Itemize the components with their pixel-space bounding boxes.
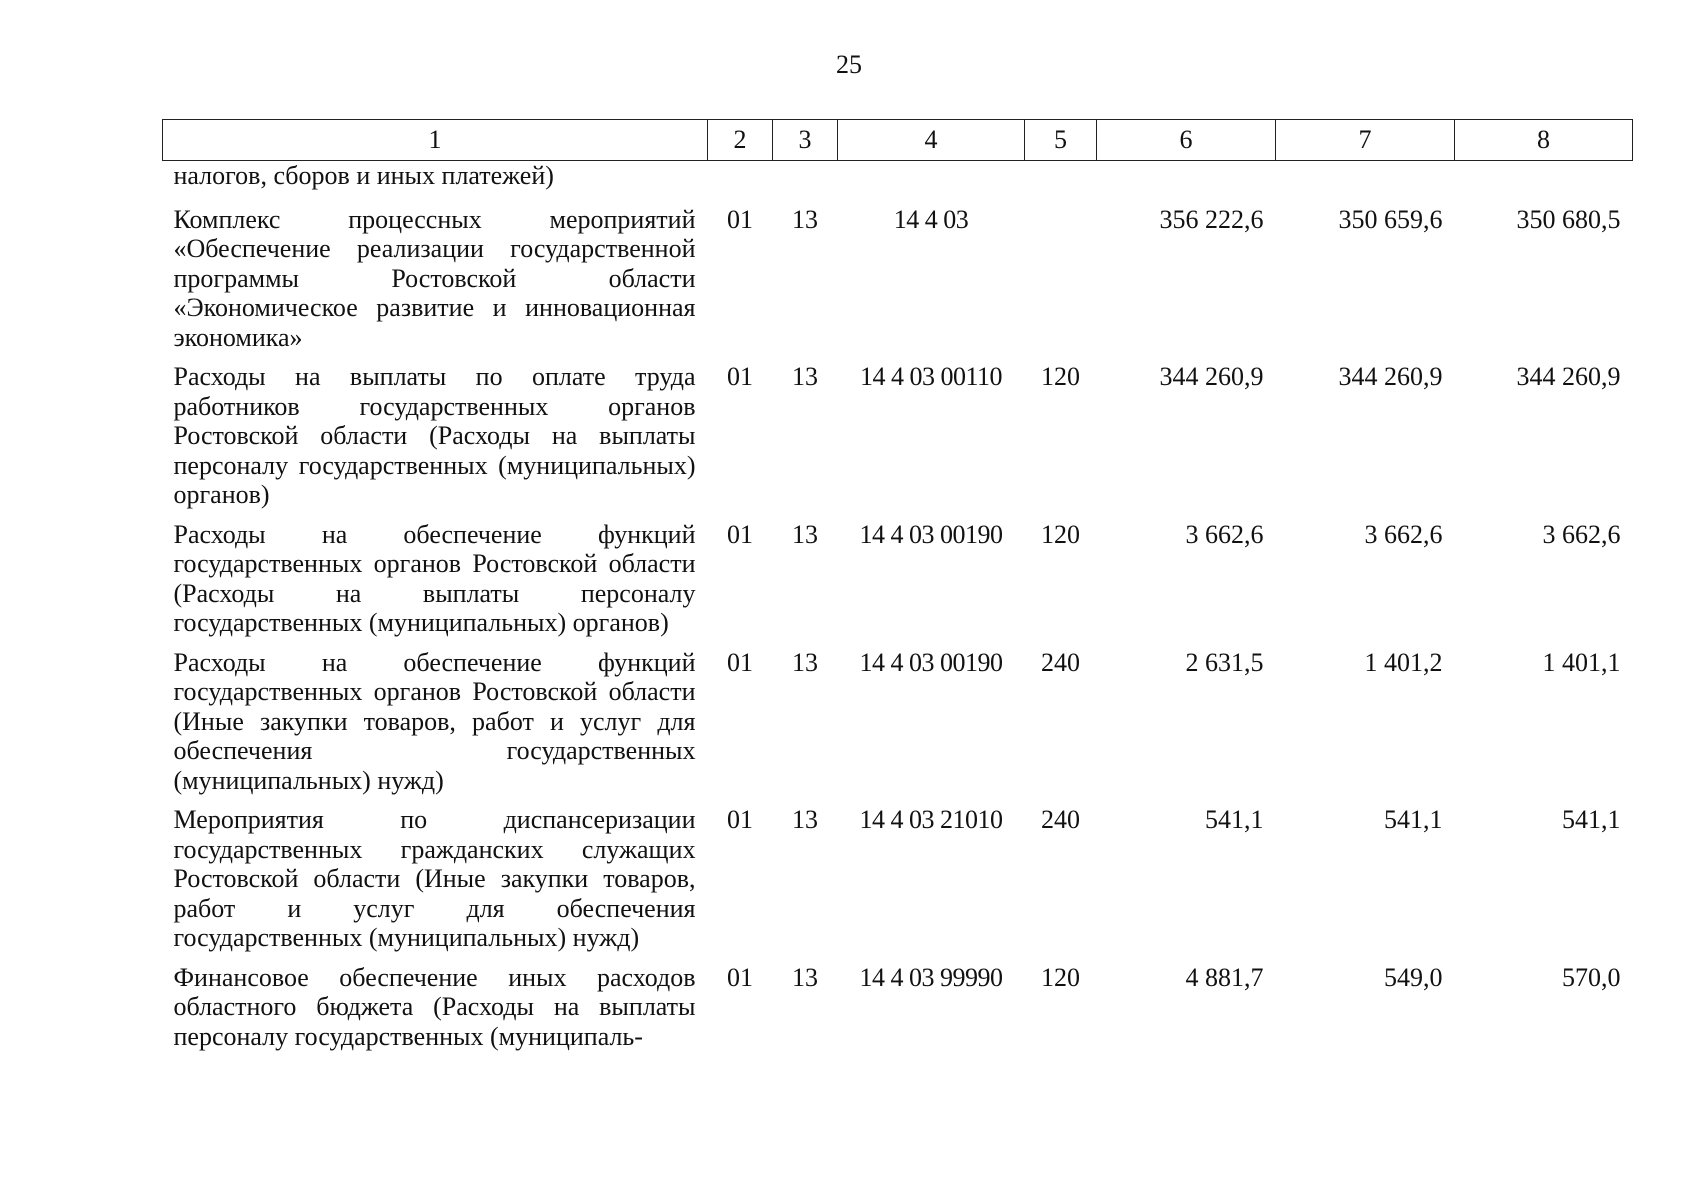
table-row [163, 362, 1633, 520]
row-type: 120 [1041, 362, 1080, 391]
budget-table [162, 119, 1633, 1051]
header-col-3: 3 [773, 120, 838, 161]
row-year3: 1 401,1 [1542, 647, 1621, 677]
row-description: Расходы на обеспечение функций государственных органов Ростовской области (Иные закупки товаров, работ и услуг для обеспечения государственных (муниципальных) нужд) [173, 647, 696, 795]
row-year3: 3 662,6 [1542, 519, 1621, 549]
table-row [163, 805, 1633, 963]
row-subsection: 13 [792, 805, 818, 834]
table-row [163, 648, 1633, 806]
row-description: Расходы на обеспечение функций государственных органов Ростовской области (Расходы на выплаты персоналу государственных (муниципальных) органов) [173, 519, 696, 637]
row-description: Мероприятия по диспансеризации государственных гражданских служащих Ростовской области (Иные закупки товаров, работ и услуг для обеспечения государственных (муниципальных) нужд) [173, 805, 696, 952]
row-year2: 1 401,2 [1364, 647, 1443, 677]
header-col-7: 7 [1276, 120, 1455, 161]
header-row [163, 120, 1633, 161]
row-year3: 541,1 [1562, 805, 1621, 834]
row-description: налогов, сборов и иных платежей) [173, 161, 554, 190]
row-year2: 350 659,6 [1338, 204, 1443, 234]
row-section: 01 [727, 805, 753, 834]
row-type [1025, 161, 1097, 205]
table-row [163, 161, 1633, 205]
row-target: 14 4 03 00110 [859, 362, 1003, 391]
row-description: Расходы на выплаты по оплате труда работников государственных органов Ростовской области (Расходы на выплаты персоналу государственных (муниципальных) органов) [173, 362, 696, 509]
row-section: 01 [727, 962, 753, 992]
table-header [163, 120, 1633, 161]
row-year1: 4 881,7 [1185, 962, 1264, 992]
row-target: 14 4 03 [893, 204, 969, 234]
row-type [1025, 205, 1097, 363]
header-col-4: 4 [838, 120, 1025, 161]
header-col-2: 2 [708, 120, 773, 161]
header-col-6: 6 [1097, 120, 1276, 161]
row-description: Финансовое обеспечение иных расходов областного бюджета (Расходы на выплаты персоналу государственных (муниципаль- [173, 962, 696, 1051]
header-col-5: 5 [1025, 120, 1097, 161]
row-year1 [1097, 161, 1276, 205]
row-section: 01 [727, 362, 753, 391]
row-year1: 541,1 [1205, 805, 1264, 834]
row-description: Комплекс процессных мероприятий «Обеспечение реализации государственной программы Ростовской области «Экономическое развитие и инновационная экономика» [173, 204, 696, 352]
row-year3: 350 680,5 [1516, 204, 1621, 234]
row-year2 [1276, 161, 1455, 205]
row-section: 01 [727, 519, 753, 549]
row-type: 240 [1041, 805, 1080, 834]
row-type: 120 [1041, 519, 1080, 549]
row-subsection: 13 [792, 362, 818, 391]
row-type: 120 [1041, 962, 1080, 992]
row-year2: 344 260,9 [1338, 362, 1443, 391]
row-year1: 356 222,6 [1159, 204, 1264, 234]
row-year1: 344 260,9 [1159, 362, 1264, 391]
row-year1: 2 631,5 [1185, 647, 1264, 677]
row-year3: 570,0 [1562, 962, 1621, 992]
row-target: 14 4 03 00190 [859, 647, 1003, 677]
row-subsection: 13 [792, 519, 818, 549]
row-section: 01 [727, 647, 753, 677]
row-year2: 541,1 [1384, 805, 1443, 834]
row-year1: 3 662,6 [1185, 519, 1264, 549]
row-target: 14 4 03 99990 [859, 962, 1003, 992]
header-col-1: 1 [163, 120, 708, 161]
header-col-8: 8 [1455, 120, 1633, 161]
row-target: 14 4 03 00190 [859, 519, 1003, 549]
table-row [163, 963, 1633, 1052]
page-number: 25 [836, 50, 862, 79]
row-subsection: 13 [792, 204, 818, 234]
table-row [163, 520, 1633, 648]
row-year2: 3 662,6 [1364, 519, 1443, 549]
table-row [163, 205, 1633, 363]
row-year3: 344 260,9 [1516, 362, 1621, 391]
row-target [838, 161, 1025, 205]
row-subsection: 13 [792, 962, 818, 992]
row-subsection: 13 [792, 647, 818, 677]
row-target: 14 4 03 21010 [859, 805, 1003, 834]
table-body [163, 161, 1633, 1052]
row-subsection [773, 161, 838, 205]
row-section [708, 161, 773, 205]
row-section: 01 [727, 204, 753, 234]
row-type: 240 [1041, 647, 1080, 677]
row-year3 [1455, 161, 1633, 205]
row-year2: 549,0 [1384, 962, 1443, 992]
